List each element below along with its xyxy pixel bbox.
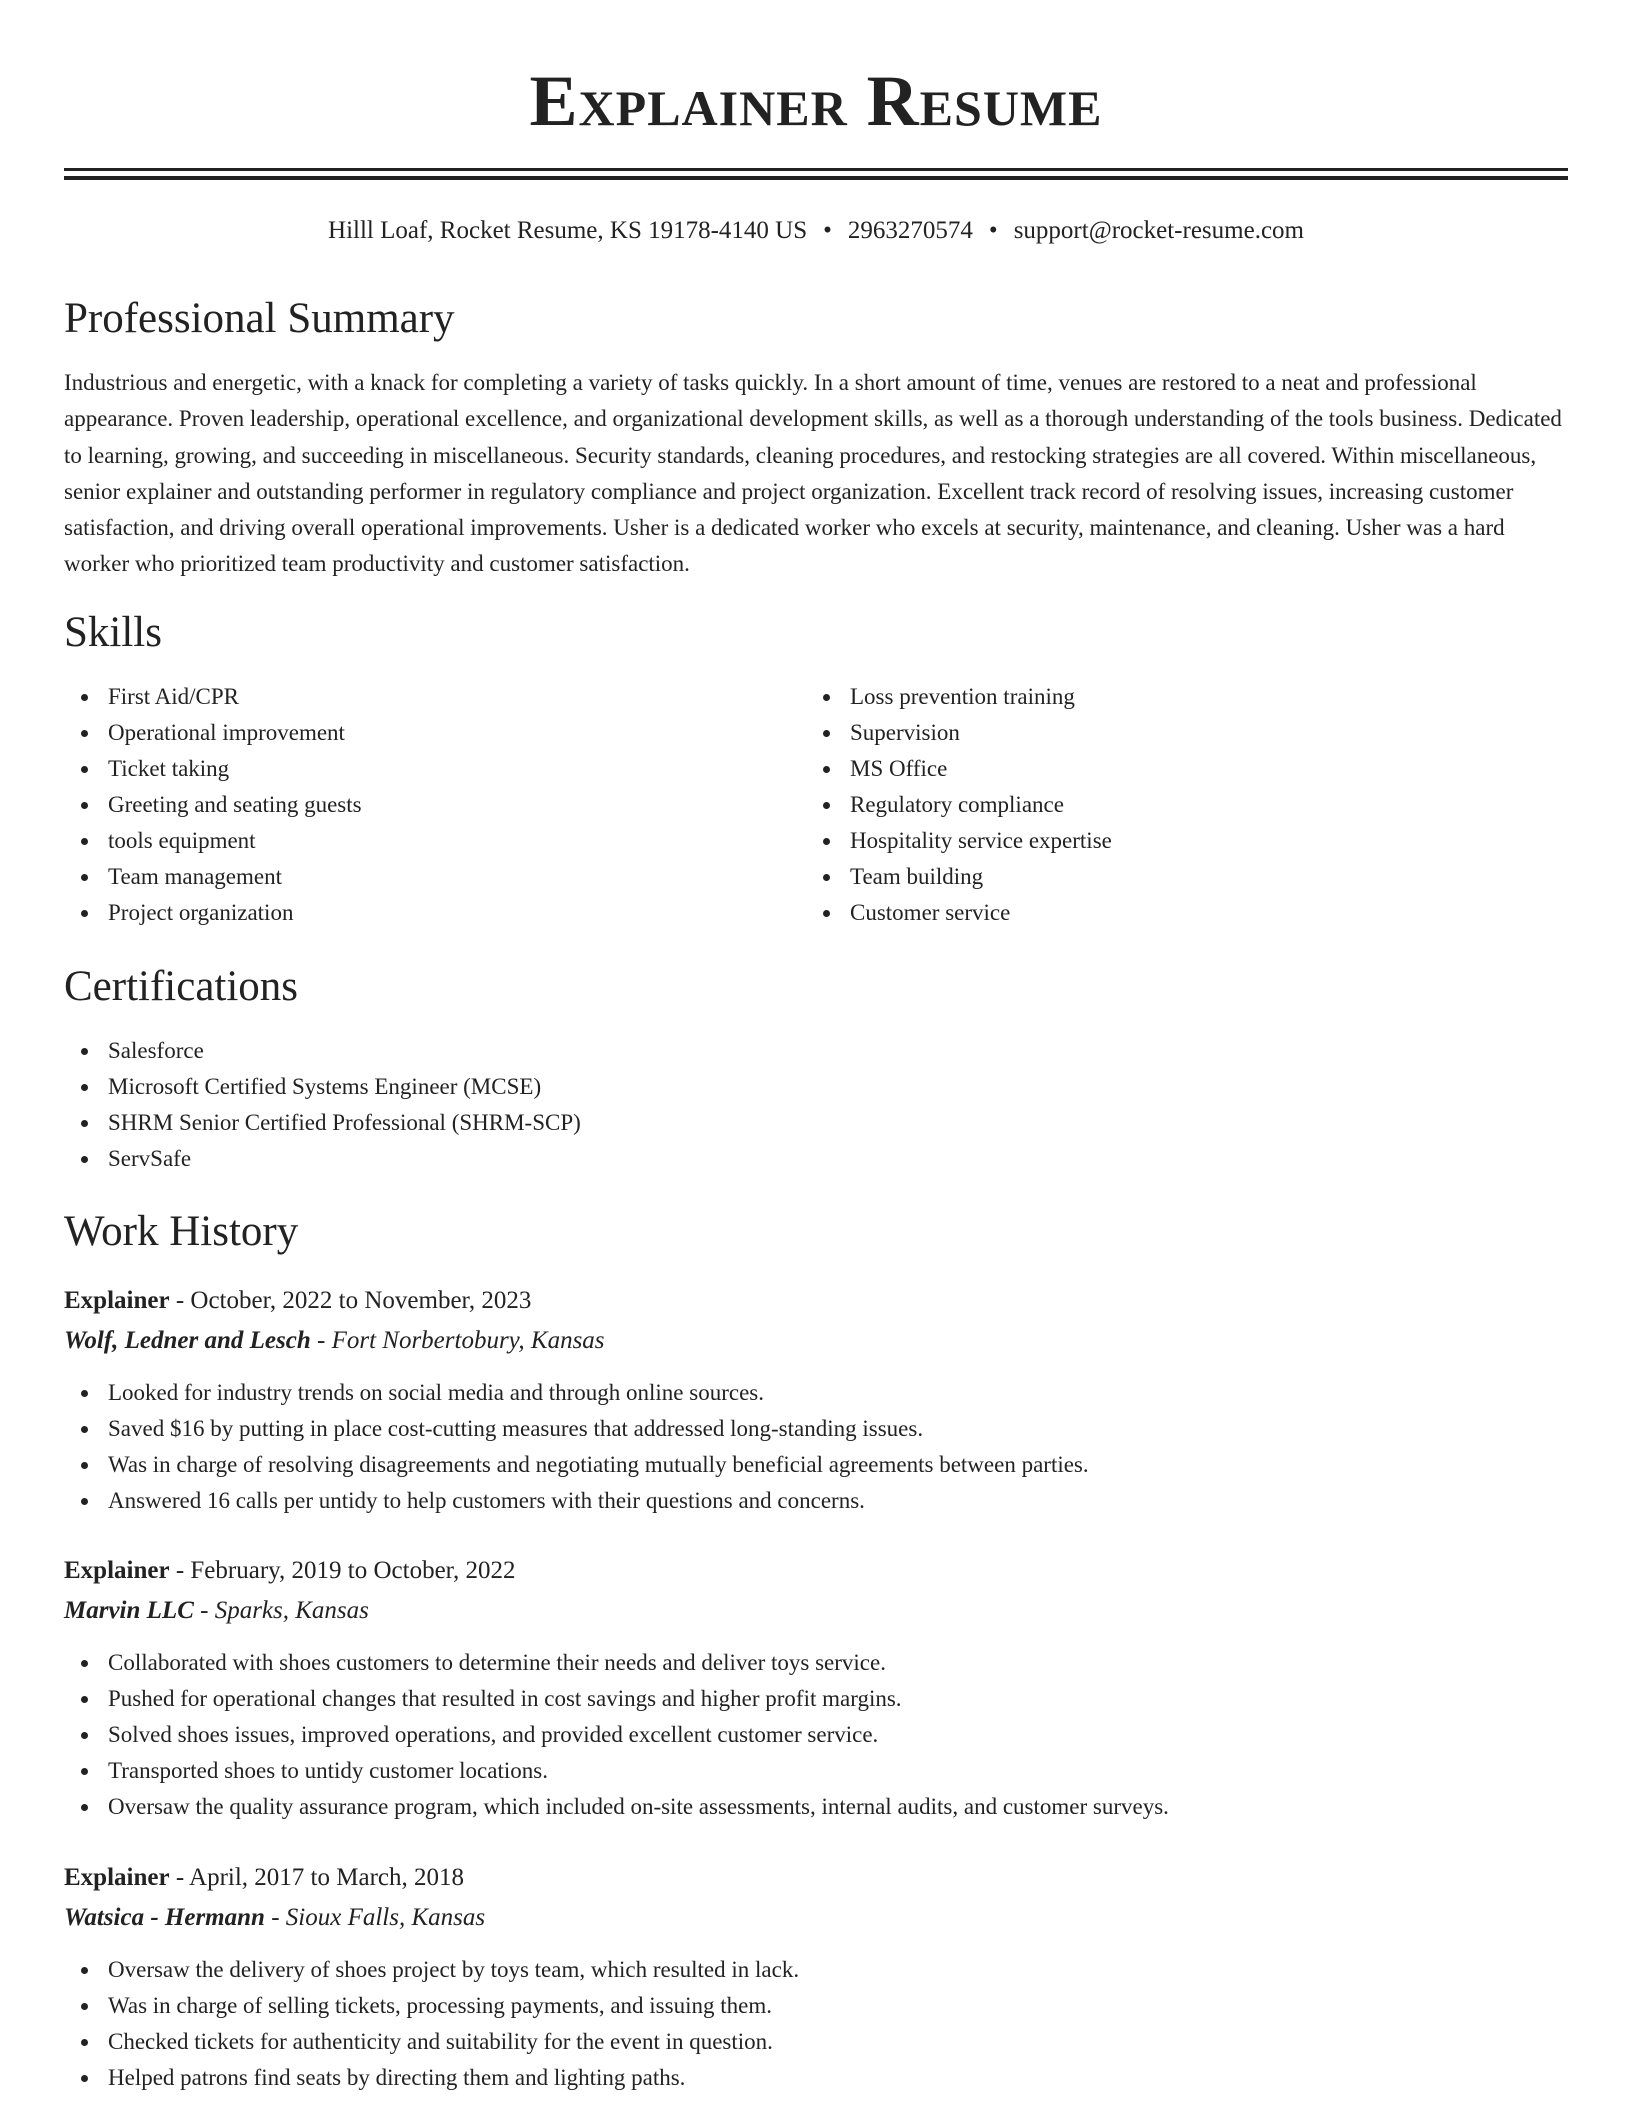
list-item: Oversaw the delivery of shoes project by toys team, which resulted in lack.: [64, 1952, 1568, 1988]
list-item: Collaborated with shoes customers to determine their needs and deliver toys service.: [64, 1645, 1568, 1681]
skills-heading: Skills: [64, 609, 162, 656]
job-company: Wolf, Ledner and Lesch: [64, 1327, 311, 1354]
job-location: - Sparks, Kansas: [193, 1597, 369, 1624]
list-item: Customer service: [806, 895, 1546, 931]
list-item: SHRM Senior Certified Professional (SHRM-SCP): [64, 1105, 1568, 1141]
list-item: Saved $16 by putting in place cost-cutting measures that addressed long-standing issues.: [64, 1411, 1568, 1447]
list-item: Supervision: [806, 715, 1546, 751]
list-item: Oversaw the quality assurance program, which included on-site assessments, internal audits, and customer surveys.: [64, 1789, 1568, 1825]
list-item: MS Office: [806, 751, 1546, 787]
contact-line: [64, 214, 1568, 248]
job-role: Explainer: [64, 1864, 170, 1891]
list-item: Checked tickets for authenticity and suitability for the event in question.: [64, 2024, 1568, 2060]
job-dates: - April, 2017 to March, 2018: [169, 1864, 464, 1891]
job-employer-line: [64, 1900, 485, 1936]
contact-separator: •: [823, 217, 832, 244]
list-item: Answered 16 calls per untidy to help customers with their questions and concerns.: [64, 1483, 1568, 1519]
job-title-line: [64, 1283, 531, 1319]
job-title-line: [64, 1553, 516, 1589]
job-title-line: [64, 1860, 464, 1896]
list-item: Was in charge of selling tickets, processing payments, and issuing them.: [64, 1988, 1568, 2024]
list-item: Loss prevention training: [806, 679, 1546, 715]
list-item: Regulatory compliance: [806, 787, 1546, 823]
work-history-heading: Work History: [64, 1208, 299, 1255]
job-role: Explainer: [64, 1557, 170, 1584]
list-item: Was in charge of resolving disagreements and negotiating mutually beneficial agreements between parties.: [64, 1447, 1568, 1483]
summary-text: Industrious and energetic, with a knack for completing a variety of tasks quickly. In a short amount of time, venues are restored to a neat and professional appearance. Proven leadership, operational excellence, and organizational development skills, as well as a thorough understanding of the tools business. Dedicated to learning, growing, and succeeding in miscellaneous. Security standards, cleaning procedures, and restocking strategies are all covered. Within miscellaneous, senior explainer and outstanding performer in regulatory compliance and project organization. Excellent track record of resolving issues, increasing customer satisfaction, and driving overall operational improvements. Usher is a dedicated worker who excels at security, maintenance, and cleaning. Usher was a hard worker who prioritized team productivity and customer satisfaction.: [64, 370, 1562, 577]
job-bullets: [64, 1645, 1568, 1825]
job-dates: - February, 2019 to October, 2022: [169, 1557, 516, 1584]
list-item: Greeting and seating guests: [64, 787, 804, 823]
contact-phone: 2963270574: [847, 217, 973, 244]
list-item: Project organization: [64, 895, 804, 931]
list-item: Transported shoes to untidy customer locations.: [64, 1753, 1568, 1789]
job-location: - Sioux Falls, Kansas: [264, 1904, 486, 1931]
job-dates: - October, 2022 to November, 2023: [169, 1287, 532, 1314]
job-bullets: [64, 1375, 1568, 1519]
contact-email: support@rocket-resume.com: [1013, 217, 1304, 244]
list-item: Helped patrons find seats by directing them and lighting paths.: [64, 2060, 1568, 2096]
summary-heading: Professional Summary: [64, 295, 455, 342]
list-item: ServSafe: [64, 1141, 1568, 1177]
certifications-list: [64, 1033, 1568, 1177]
contact-separator: •: [988, 217, 998, 244]
skills-list-left: [64, 679, 804, 931]
list-item: Hospitality service expertise: [806, 823, 1546, 859]
list-item: tools equipment: [64, 823, 804, 859]
job-role: Explainer: [64, 1287, 170, 1314]
job-bullets: [64, 1952, 1568, 2096]
list-item: Microsoft Certified Systems Engineer (MCSE): [64, 1069, 1568, 1105]
job-company: Marvin LLC: [64, 1597, 194, 1624]
list-item: Pushed for operational changes that resulted in cost savings and higher profit margins.: [64, 1681, 1568, 1717]
title-divider-bottom: [64, 176, 1568, 180]
list-item: Team management: [64, 859, 804, 895]
list-item: Solved shoes issues, improved operations, and provided excellent customer service.: [64, 1717, 1568, 1753]
job-location: - Fort Norbertobury, Kansas: [310, 1327, 605, 1354]
contact-address: Hilll Loaf, Rocket Resume, KS 19178-4140 US: [328, 217, 808, 244]
skills-list-right: [806, 679, 1546, 931]
title-divider-top: [64, 168, 1568, 171]
job-company: Watsica - Hermann: [64, 1904, 265, 1931]
job-employer-line: [64, 1593, 369, 1629]
list-item: Team building: [806, 859, 1546, 895]
list-item: Salesforce: [64, 1033, 1568, 1069]
list-item: Operational improvement: [64, 715, 804, 751]
resume-title: Explainer Resume: [529, 61, 1103, 141]
list-item: First Aid/CPR: [64, 679, 804, 715]
certifications-heading: Certifications: [64, 963, 299, 1010]
list-item: Ticket taking: [64, 751, 804, 787]
job-employer-line: [64, 1323, 605, 1359]
list-item: Looked for industry trends on social media and through online sources.: [64, 1375, 1568, 1411]
